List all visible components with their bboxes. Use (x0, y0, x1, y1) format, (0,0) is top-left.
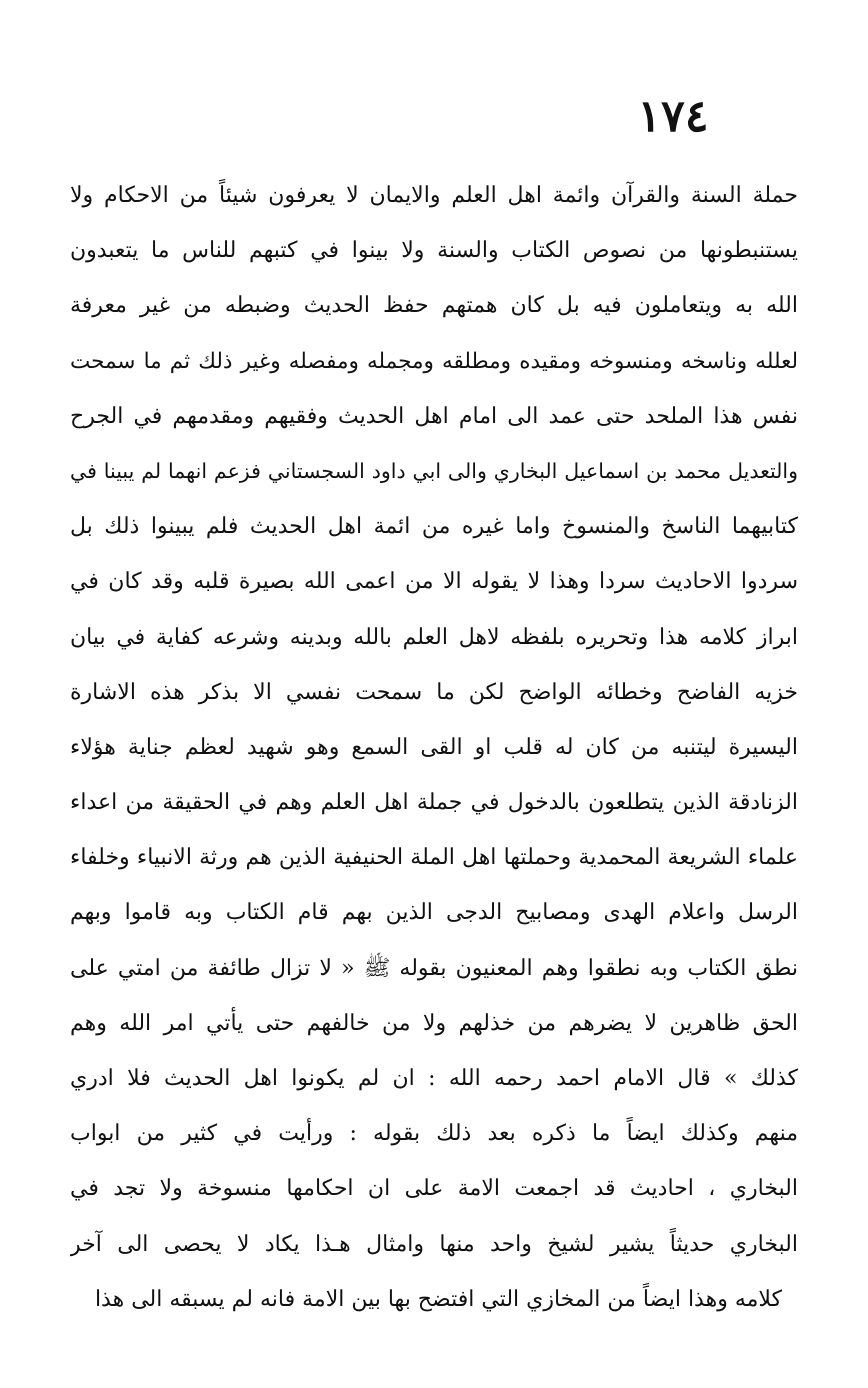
text-line: علماء الشريعة المحمدية وحملتها اهل الملة الحنيفية الذين هم ورثة الانبياء وخلفاء (70, 845, 798, 871)
text-line: كتابيهما الناسخ والمنسوخ واما غيره من ائمة اهل الحديث فلم يبينوا ذلك بل (70, 514, 798, 540)
text-line: لعلله وناسخه ومنسوخه ومقيده ومطلقه ومجمله ومفصله وغير ذلك ثم ما سمحت (70, 348, 798, 374)
page-number: ١٧٤ (637, 91, 709, 142)
text-line: نطق الكتاب وبه نطقوا وهم المعنيون بقوله ﷺ « لا تزال طائفة من امتي على (70, 955, 798, 981)
text-line: والتعديل محمد بن اسماعيل البخاري والى ابي داود السجستاني فزعم انهما لم يبينا في (70, 458, 798, 483)
text-line: خزيه الفاضح وخطائه الواضح لكن ما سمحت نفسي الا بذكر هذه الاشارة (70, 679, 798, 705)
text-line: كلامه وهذا ايضاً من المخازي التي افتضح بها بين الامة فانه لم يسبقه الى هذا (94, 1286, 782, 1312)
text-line: الزنادقة الذين يتطلعون بالدخول في جملة اهل العلم وهم في الحقيقة من اعداء (70, 790, 798, 816)
text-line: كذلك » قال الامام احمد رحمه الله : ان لم يكونوا اهل الحديث فلا ادري (70, 1066, 798, 1091)
text-line: نفس هذا الملحد حتى عمد الى امام اهل الحديث وفقيهم ومقدمهم في الجرح (70, 403, 798, 429)
text-line: الحق ظاهرين لا يضرهم من خذلهم ولا من خالفهم حتى يأتي امر الله وهم (70, 1010, 798, 1036)
text-line: منهم وكذلك ايضاً ما ذكره بعد ذلك بقوله : ورأيت في كثير من ابواب (70, 1121, 798, 1147)
text-line: الرسل واعلام الهدى ومصابيح الدجى الذين بهم قام الكتاب وبه قاموا وبهم (70, 900, 798, 926)
text-line: حملة السنة والقرآن وائمة اهل العلم والايمان لا يعرفون شيئاً من الاحكام ولا (70, 183, 798, 208)
text-line: الله به ويتعاملون فيه بل كان همتهم حفظ الحديث وضبطه من غير معرفة (70, 293, 798, 319)
text-line: سردوا الاحاديث سردا وهذا لا يقوله الا من اعمى الله بصيرة قلبه وقد كان في (70, 569, 798, 595)
text-line: اليسيرة ليتنبه من كان له قلب او القى السمع وهو شهيد لعظم جناية هؤلاء (70, 734, 798, 760)
text-line: ابراز كلامه هذا وتحريره بلفظه لاهل العلم بالله وبدينه وشرعه كفاية في بيان (70, 624, 798, 650)
body-text (70, 168, 798, 1327)
text-line: البخاري ، احاديث قد اجمعت الامة على ان احكامها منسوخة ولا تجد في (70, 1176, 798, 1202)
text-line: البخاري حديثاً يشير لشيخ واحد منها وامثال هـذا يكاد لا يحصى الى آخر (70, 1231, 798, 1257)
text-line: يستنبطونها من نصوص الكتاب والسنة ولا بينوا في كتبهم للناس ما يتعبدون (70, 238, 798, 264)
